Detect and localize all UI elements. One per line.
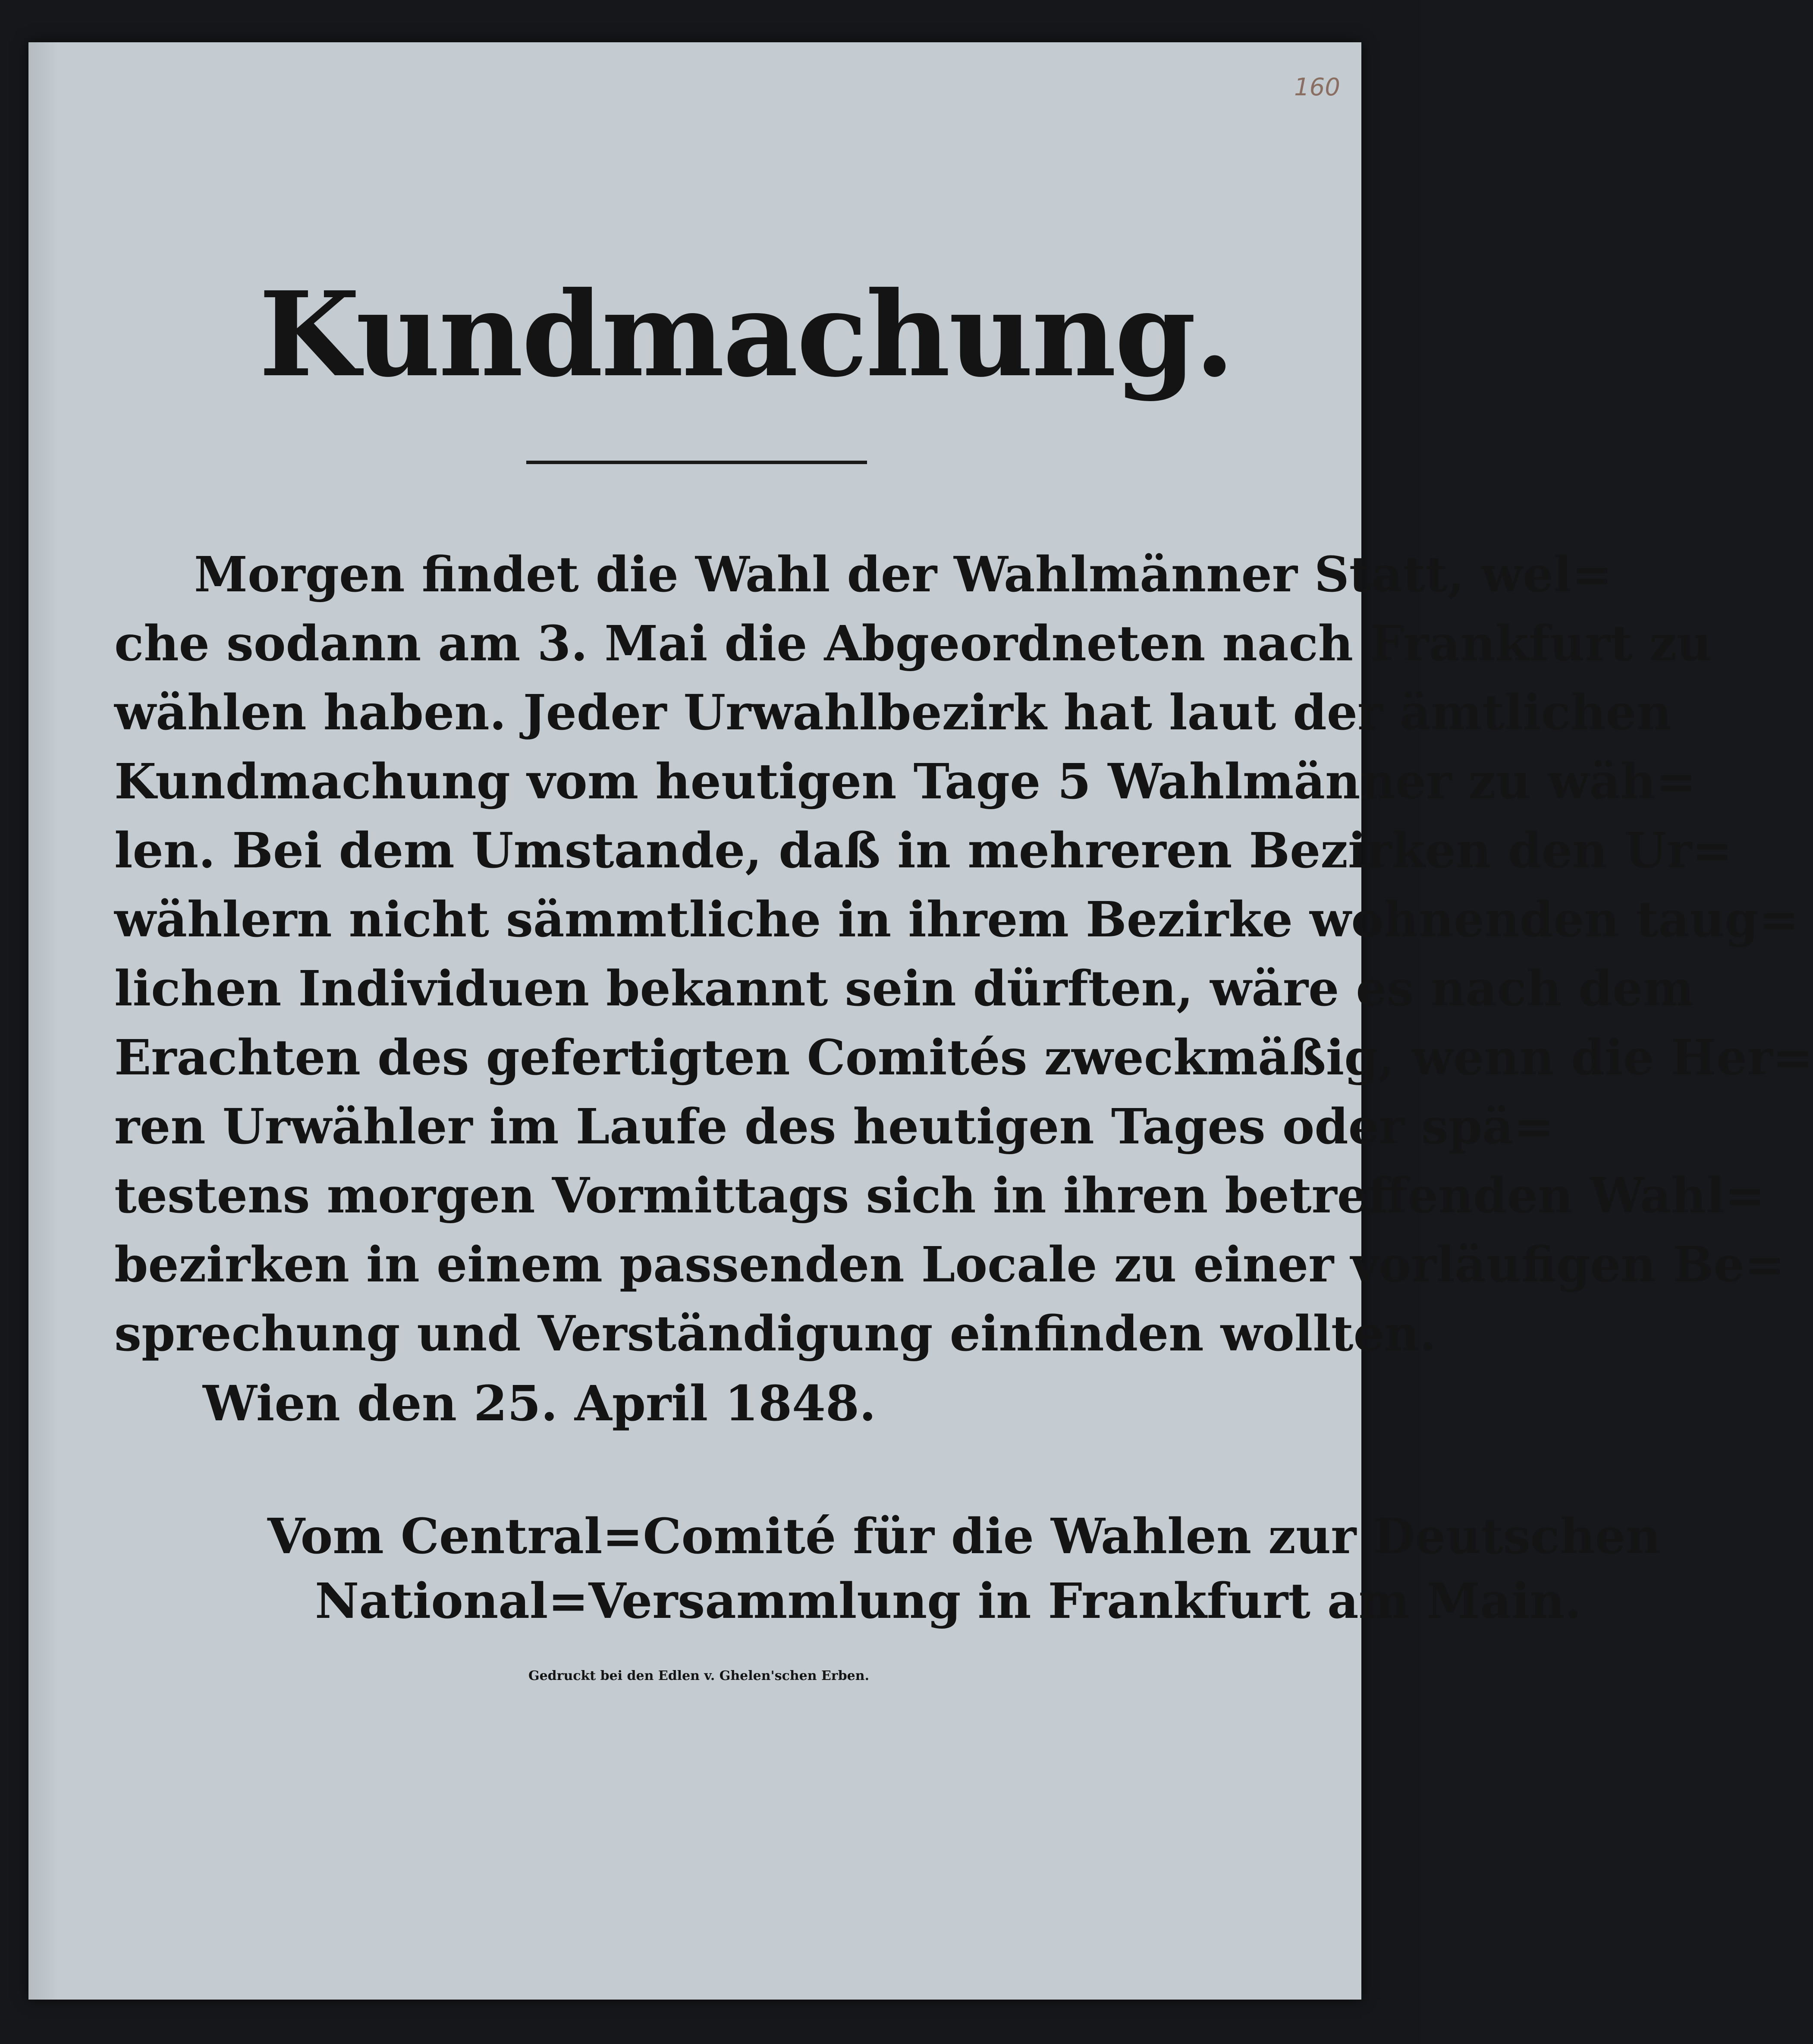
body-line-6: wählern nicht sämmtliche in ihrem Bezirke wohnenden taug=	[114, 892, 1799, 948]
title-divider	[526, 461, 867, 464]
body-line-3: wählen haben. Jeder Urwahlbezirk hat laut der ämtlichen	[114, 684, 1672, 741]
paper-fold-shadow	[28, 42, 59, 2000]
body-line-1: Morgen findet die Wahl der Wahlmänner Statt, wel=	[194, 546, 1612, 603]
body-line-2: che sodann am 3. Mai die Abgeordneten nach Frankfurt zu	[114, 615, 1712, 672]
place-and-date: Wien den 25. April 1848.	[203, 1375, 876, 1432]
body-line-7: lichen Individuen bekannt sein dürften, wäre es nach dem	[114, 961, 1694, 1017]
body-line-5: len. Bei dem Umstande, daß in mehreren Bezirken den Ur=	[114, 823, 1733, 879]
body-line-9: ren Urwähler im Laufe des heutigen Tages oder spä=	[114, 1099, 1554, 1155]
body-line-10: testens morgen Vormittags sich in ihren betreffenden Wahl=	[114, 1168, 1765, 1224]
archive-number: 160	[1294, 73, 1340, 101]
signature-line-2: National=Versammlung in Frankfurt am Main.	[315, 1573, 1582, 1630]
body-line-4: Kundmachung vom heutigen Tage 5 Wahlmänner zu wäh=	[114, 754, 1697, 810]
body-line-11: bezirken in einem passenden Locale zu einer vorläufigen Be=	[114, 1237, 1785, 1293]
printer-imprint: Gedruckt bei den Edlen v. Ghelen'schen Erben.	[528, 1668, 870, 1683]
poster-title: Kundmachung.	[259, 266, 1233, 403]
body-line-12: sprechung und Verständigung einfinden wollten.	[114, 1306, 1436, 1362]
body-line-8: Erachten des gefertigten Comités zweckmäßig, wenn die Her=	[114, 1030, 1813, 1086]
signature-line-1: Vom Central=Comité für die Wahlen zur Deutschen	[267, 1508, 1661, 1565]
